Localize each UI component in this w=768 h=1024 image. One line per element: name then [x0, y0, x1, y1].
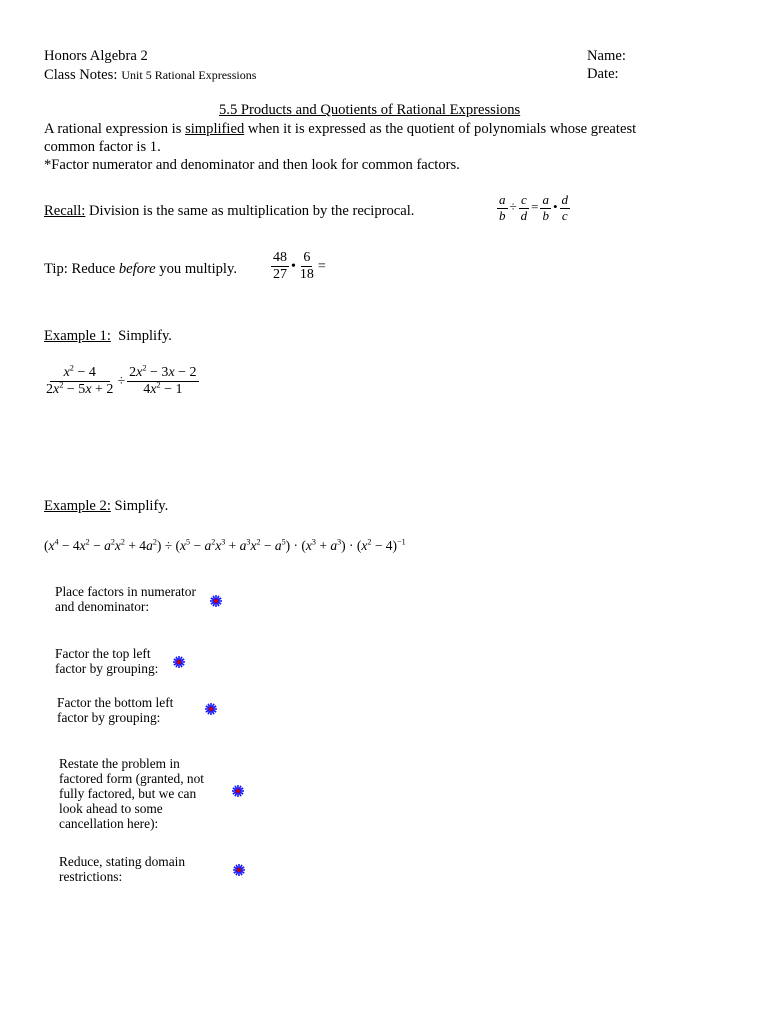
step-reduce-domain: Reduce, stating domain restrictions: — [59, 854, 186, 884]
fraction-48-27: $\frac{48}{27}$ — [273, 250, 287, 283]
tip-line — [44, 261, 237, 278]
class-notes-line — [44, 66, 256, 84]
example1-text: Simplify. — [110, 328, 172, 344]
date-label: Date: — [587, 66, 619, 82]
example2-heading — [44, 498, 168, 515]
example1-fraction-2: $\frac{2x^2 - 3x - 2}{4x^2 - 1}$ — [129, 363, 197, 398]
recall-line — [44, 203, 414, 220]
intro-text-1: A rational expression is — [44, 121, 186, 137]
example2-label: Example 2: — [44, 498, 111, 514]
star-burst-icon — [232, 863, 246, 877]
example1-expression — [44, 365, 199, 398]
name-label: Name: — [587, 48, 626, 64]
star-burst-icon — [209, 594, 223, 608]
tip-emphasis: before — [118, 261, 156, 277]
step-place-factors: Place factors in numerator and denominator: — [55, 584, 196, 614]
simplified-term: simplified — [185, 121, 245, 137]
intro-line-1 — [44, 121, 636, 138]
star-burst-icon — [172, 655, 186, 669]
star-burst-icon — [231, 784, 245, 798]
example2-expression: $(x^4 - 4x^2 - a^2x^2 + 4a^2) \div (x^5 - a^2x^3 + a^3x^2 - a^5) \cdot (x^3 + a^3) \cdot (x^2 - 4)^{-1}$ — [44, 537, 406, 553]
reciprocal-formula: $\frac{a}{b}$ ÷ $\frac{c}{d}$ = $\frac{a}{b}$ • $\frac{d}{c}$ — [499, 192, 569, 223]
step-restate-problem: Restate the problem in factored form (granted, not fully factored, but we can look ahead to some cancellation here): — [59, 756, 205, 831]
step-factor-top-left: Factor the top left factor by grouping: — [55, 646, 159, 676]
fraction-a-over-b: $\frac{a}{b}$ — [499, 192, 506, 223]
fraction-d-over-c: $\frac{d}{c}$ — [561, 192, 569, 223]
intro-line-2: common factor is 1. — [44, 139, 161, 155]
unit-label: Unit 5 Rational Expressions — [121, 68, 257, 82]
class-notes-label: Class Notes: — [44, 67, 118, 83]
intro-text-2: when it is expressed as the quotient of polynomials whose greatest — [244, 121, 637, 137]
course-title: Honors Algebra 2 — [44, 48, 148, 64]
recall-label: Recall: — [44, 203, 86, 219]
step-factor-bottom-left: Factor the bottom left factor by grouping: — [57, 695, 174, 725]
fraction-c-over-d: $\frac{c}{d}$ — [520, 192, 528, 223]
tip-prefix: Tip: Reduce — [44, 261, 119, 277]
fraction-a-over-b-2: $\frac{a}{b}$ — [542, 192, 549, 223]
example1-label: Example 1: — [44, 328, 111, 344]
tip-suffix: you multiply. — [155, 261, 237, 277]
example1-fraction-1: $\frac{x^2 - 4}{2x^2 - 5x + 2}$ — [46, 363, 114, 398]
divide-sign: ÷ — [117, 373, 126, 389]
recall-text: Division is the same as multiplication by the reciprocal. — [85, 203, 415, 219]
fraction-6-18: $\frac{6}{18}$ — [299, 250, 314, 283]
factor-tip: *Factor numerator and denominator and then look for common factors. — [44, 157, 460, 173]
page-title: 5.5 Products and Quotients of Rational Expressions — [219, 102, 521, 118]
example2-text: Simplify. — [110, 498, 169, 514]
example1-heading — [44, 328, 172, 345]
tip-expression: $\frac{48}{27}$ • $\frac{6}{18}$ = — [273, 250, 326, 283]
star-burst-icon — [204, 702, 218, 716]
